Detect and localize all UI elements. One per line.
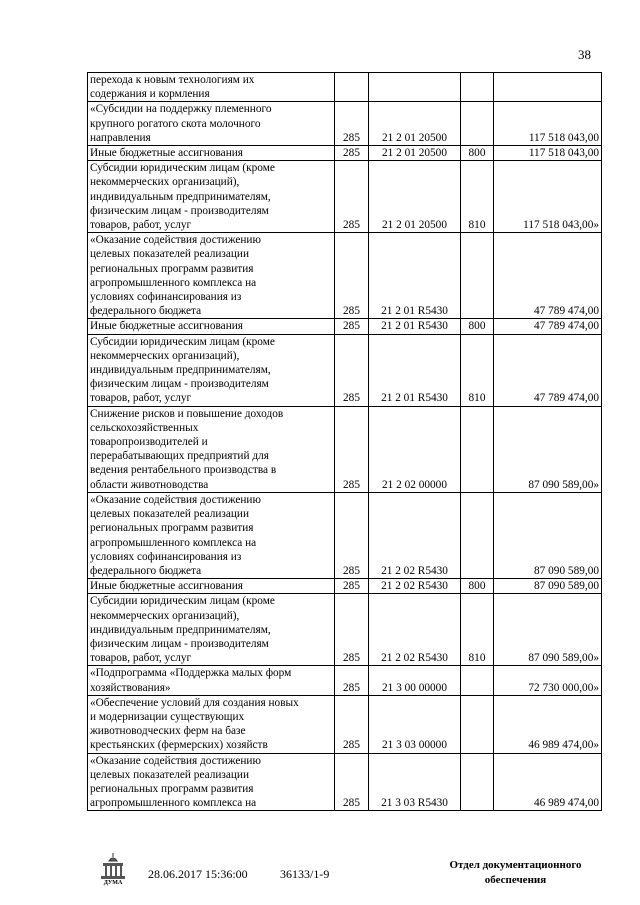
row-csr-cell: 21 3 00 00000	[369, 666, 461, 695]
footer-document-id: 36133/1-9	[280, 867, 330, 881]
table-row	[88, 579, 602, 594]
row-code-cell: 285	[335, 233, 369, 319]
row-vr-cell: 800	[461, 319, 494, 334]
table-row	[88, 594, 602, 666]
row-vr-cell	[461, 73, 494, 102]
row-name-cell: Иные бюджетные ассигнования	[88, 146, 335, 161]
row-vr-cell	[461, 695, 494, 753]
table-row	[88, 695, 602, 753]
row-csr-cell: 21 2 02 R5430	[369, 492, 461, 578]
duma-logo-text: ДУМА	[103, 880, 123, 886]
row-sum-cell: 47 789 474,00	[494, 334, 602, 406]
row-name-cell: Снижение рисков и повышение доходов сельскохозяйственных товаропроизводителей и перерабатывающих предприятий для ведения рентабельного производства в области животноводства	[88, 406, 335, 492]
budget-table-body	[88, 73, 602, 811]
row-sum-cell: 72 730 000,00»	[494, 666, 602, 695]
budget-table	[87, 72, 602, 811]
row-code-cell: 285	[335, 161, 369, 233]
table-row	[88, 102, 602, 146]
row-sum-cell: 87 090 589,00»	[494, 594, 602, 666]
row-vr-cell: 800	[461, 146, 494, 161]
row-name-cell: «Обеспечение условий для создания новых и модернизации существующих животноводческих ферм на базе крестьянских (фермерских) хозяйств	[88, 695, 335, 753]
row-code-cell: 285	[335, 753, 369, 811]
footer-timestamp: 28.06.2017 15:36:00	[148, 867, 248, 881]
row-name-cell: Субсидии юридическим лицам (кроме некоммерческих организаций), индивидуальным предпринимателям, физическим лицам - производителям товаров, работ, услуг	[88, 334, 335, 406]
row-vr-cell	[461, 492, 494, 578]
footer-department: Отдел документационного обеспечения	[449, 859, 582, 886]
row-sum-cell: 47 789 474,00	[494, 319, 602, 334]
row-code-cell: 285	[335, 666, 369, 695]
row-vr-cell	[461, 233, 494, 319]
row-sum-cell: 87 090 589,00»	[494, 406, 602, 492]
table-row	[88, 406, 602, 492]
row-sum-cell: 87 090 589,00	[494, 579, 602, 594]
row-sum-cell: 117 518 043,00	[494, 146, 602, 161]
row-csr-cell: 21 2 02 00000	[369, 406, 461, 492]
row-sum-cell: 117 518 043,00»	[494, 161, 602, 233]
table-row	[88, 334, 602, 406]
row-sum-cell: 46 989 474,00	[494, 753, 602, 811]
row-name-cell: «Субсидии на поддержку племенного крупного рогатого скота молочного направления	[88, 102, 335, 146]
table-row	[88, 319, 602, 334]
row-csr-cell: 21 2 01 20500	[369, 102, 461, 146]
row-name-cell: перехода к новым технологиям их содержания и кормления	[88, 73, 335, 102]
row-name-cell: Субсидии юридическим лицам (кроме некоммерческих организаций), индивидуальным предпринимателям, физическим лицам - производителям товаров, работ, услуг	[88, 161, 335, 233]
table-row	[88, 146, 602, 161]
row-code-cell: 285	[335, 406, 369, 492]
row-name-cell: «Подпрограмма «Поддержка малых форм хозяйствования»	[88, 666, 335, 695]
row-code-cell	[335, 73, 369, 102]
table-row	[88, 233, 602, 319]
row-vr-cell: 800	[461, 579, 494, 594]
row-sum-cell	[494, 73, 602, 102]
row-code-cell: 285	[335, 695, 369, 753]
row-vr-cell	[461, 666, 494, 695]
row-code-cell: 285	[335, 579, 369, 594]
row-csr-cell: 21 3 03 R5430	[369, 753, 461, 811]
row-csr-cell: 21 2 01 20500	[369, 146, 461, 161]
row-code-cell: 285	[335, 492, 369, 578]
row-vr-cell	[461, 753, 494, 811]
table-row	[88, 492, 602, 578]
row-code-cell: 285	[335, 102, 369, 146]
row-sum-cell: 46 989 474,00»	[494, 695, 602, 753]
row-vr-cell: 810	[461, 161, 494, 233]
table-row	[88, 753, 602, 811]
row-name-cell: Субсидии юридическим лицам (кроме некоммерческих организаций), индивидуальным предпринимателям, физическим лицам - производителям товаров, работ, услуг	[88, 594, 335, 666]
row-csr-cell: 21 3 03 00000	[369, 695, 461, 753]
row-name-cell: «Оказание содействия достижению целевых показателей реализации региональных программ развития агропромышленного комплекса на условиях софинансирования из федерального бюджета	[88, 233, 335, 319]
row-code-cell: 285	[335, 319, 369, 334]
row-vr-cell	[461, 102, 494, 146]
row-code-cell: 285	[335, 146, 369, 161]
table-row	[88, 73, 602, 102]
row-csr-cell: 21 2 01 20500	[369, 161, 461, 233]
row-name-cell: «Оказание содействия достижению целевых показателей реализации региональных программ развития агропромышленного комплекса на условиях софинансирования из федерального бюджета	[88, 492, 335, 578]
row-csr-cell: 21 2 02 R5430	[369, 579, 461, 594]
row-csr-cell: 21 2 01 R5430	[369, 233, 461, 319]
row-vr-cell: 810	[461, 334, 494, 406]
row-csr-cell: 21 2 01 R5430	[369, 334, 461, 406]
row-name-cell: Иные бюджетные ассигнования	[88, 579, 335, 594]
table-row	[88, 666, 602, 695]
row-csr-cell: 21 2 01 R5430	[369, 319, 461, 334]
row-name-cell: Иные бюджетные ассигнования	[88, 319, 335, 334]
row-sum-cell: 117 518 043,00	[494, 102, 602, 146]
row-code-cell: 285	[335, 594, 369, 666]
row-csr-cell: 21 2 02 R5430	[369, 594, 461, 666]
row-sum-cell: 47 789 474,00	[494, 233, 602, 319]
row-name-cell: «Оказание содействия достижению целевых показателей реализации региональных программ развития агропромышленного комплекса на	[88, 753, 335, 811]
page-number: 38	[578, 47, 591, 62]
row-vr-cell	[461, 406, 494, 492]
row-sum-cell: 87 090 589,00	[494, 492, 602, 578]
row-code-cell: 285	[335, 334, 369, 406]
row-vr-cell: 810	[461, 594, 494, 666]
row-csr-cell	[369, 73, 461, 102]
table-row	[88, 161, 602, 233]
